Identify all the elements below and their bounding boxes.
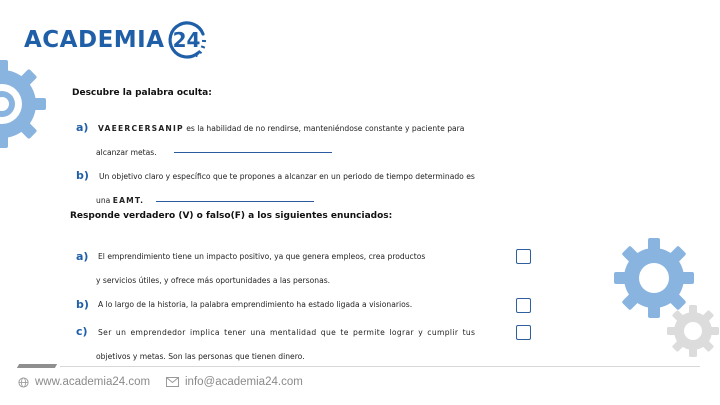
item-letter: a) <box>76 121 89 134</box>
item-text-line1: Un objetivo claro y específico que te propones a alcanzar en un periodo de tiempo determinado es <box>99 172 475 181</box>
true-false-checkbox[interactable] <box>516 298 531 313</box>
gear-icon-left <box>0 55 48 153</box>
item-letter: b) <box>76 169 89 182</box>
website-link[interactable]: www.academia24.com <box>35 376 151 388</box>
brand-name: ACADEMIA <box>24 27 165 53</box>
mail-icon <box>166 377 179 387</box>
footer-accent-bar <box>17 364 57 368</box>
item-text-continuation <box>96 196 144 205</box>
scrambled-word: EAMT. <box>112 196 145 205</box>
true-false-checkbox[interactable] <box>516 249 531 264</box>
item-letter: c) <box>76 325 88 338</box>
section-title-hidden-word: Descubre la palabra oculta: <box>72 88 212 98</box>
item-letter: b) <box>76 298 89 311</box>
brand-logo <box>24 18 207 62</box>
brand-badge <box>167 20 207 60</box>
brand-number: 24 <box>172 28 201 52</box>
item-prefix: una <box>96 196 111 205</box>
footer-website[interactable] <box>18 376 150 388</box>
answer-blank[interactable] <box>156 201 314 202</box>
footer-email[interactable] <box>166 376 303 388</box>
email-link[interactable]: info@academia24.com <box>185 376 303 388</box>
item-text-line1: El emprendimiento tiene un impacto positivo, ya que genera empleos, crea productos <box>98 252 426 261</box>
item-text-line1: A lo largo de la historia, la palabra emprendimiento ha estado ligada a visionarios. <box>98 300 413 309</box>
scrambled-word: VAEERCERSANIP <box>98 124 184 133</box>
globe-icon <box>18 377 29 388</box>
item-text-line1: Ser un emprendedor implica tener una mentalidad que te permite lograr y cumplir tus <box>98 328 476 337</box>
item-text-line1: es la habilidad de no rendirse, manteniéndose constante y paciente para <box>186 124 465 133</box>
answer-blank[interactable] <box>174 152 332 153</box>
section-title-true-false: Responde verdadero (V) o falso(F) a los siguientes enunciados: <box>70 211 393 221</box>
gear-icon-right-gray <box>666 304 720 358</box>
item-text <box>98 124 464 133</box>
item-text-continuation: y servicios útiles, y ofrece más oportunidades a las personas. <box>96 276 331 285</box>
footer-divider <box>60 366 700 367</box>
item-letter: a) <box>76 250 89 263</box>
true-false-checkbox[interactable] <box>516 325 531 340</box>
item-text-continuation: objetivos y metas. Son las personas que tienen dinero. <box>96 352 305 361</box>
item-text-continuation: alcanzar metas. <box>96 148 157 157</box>
